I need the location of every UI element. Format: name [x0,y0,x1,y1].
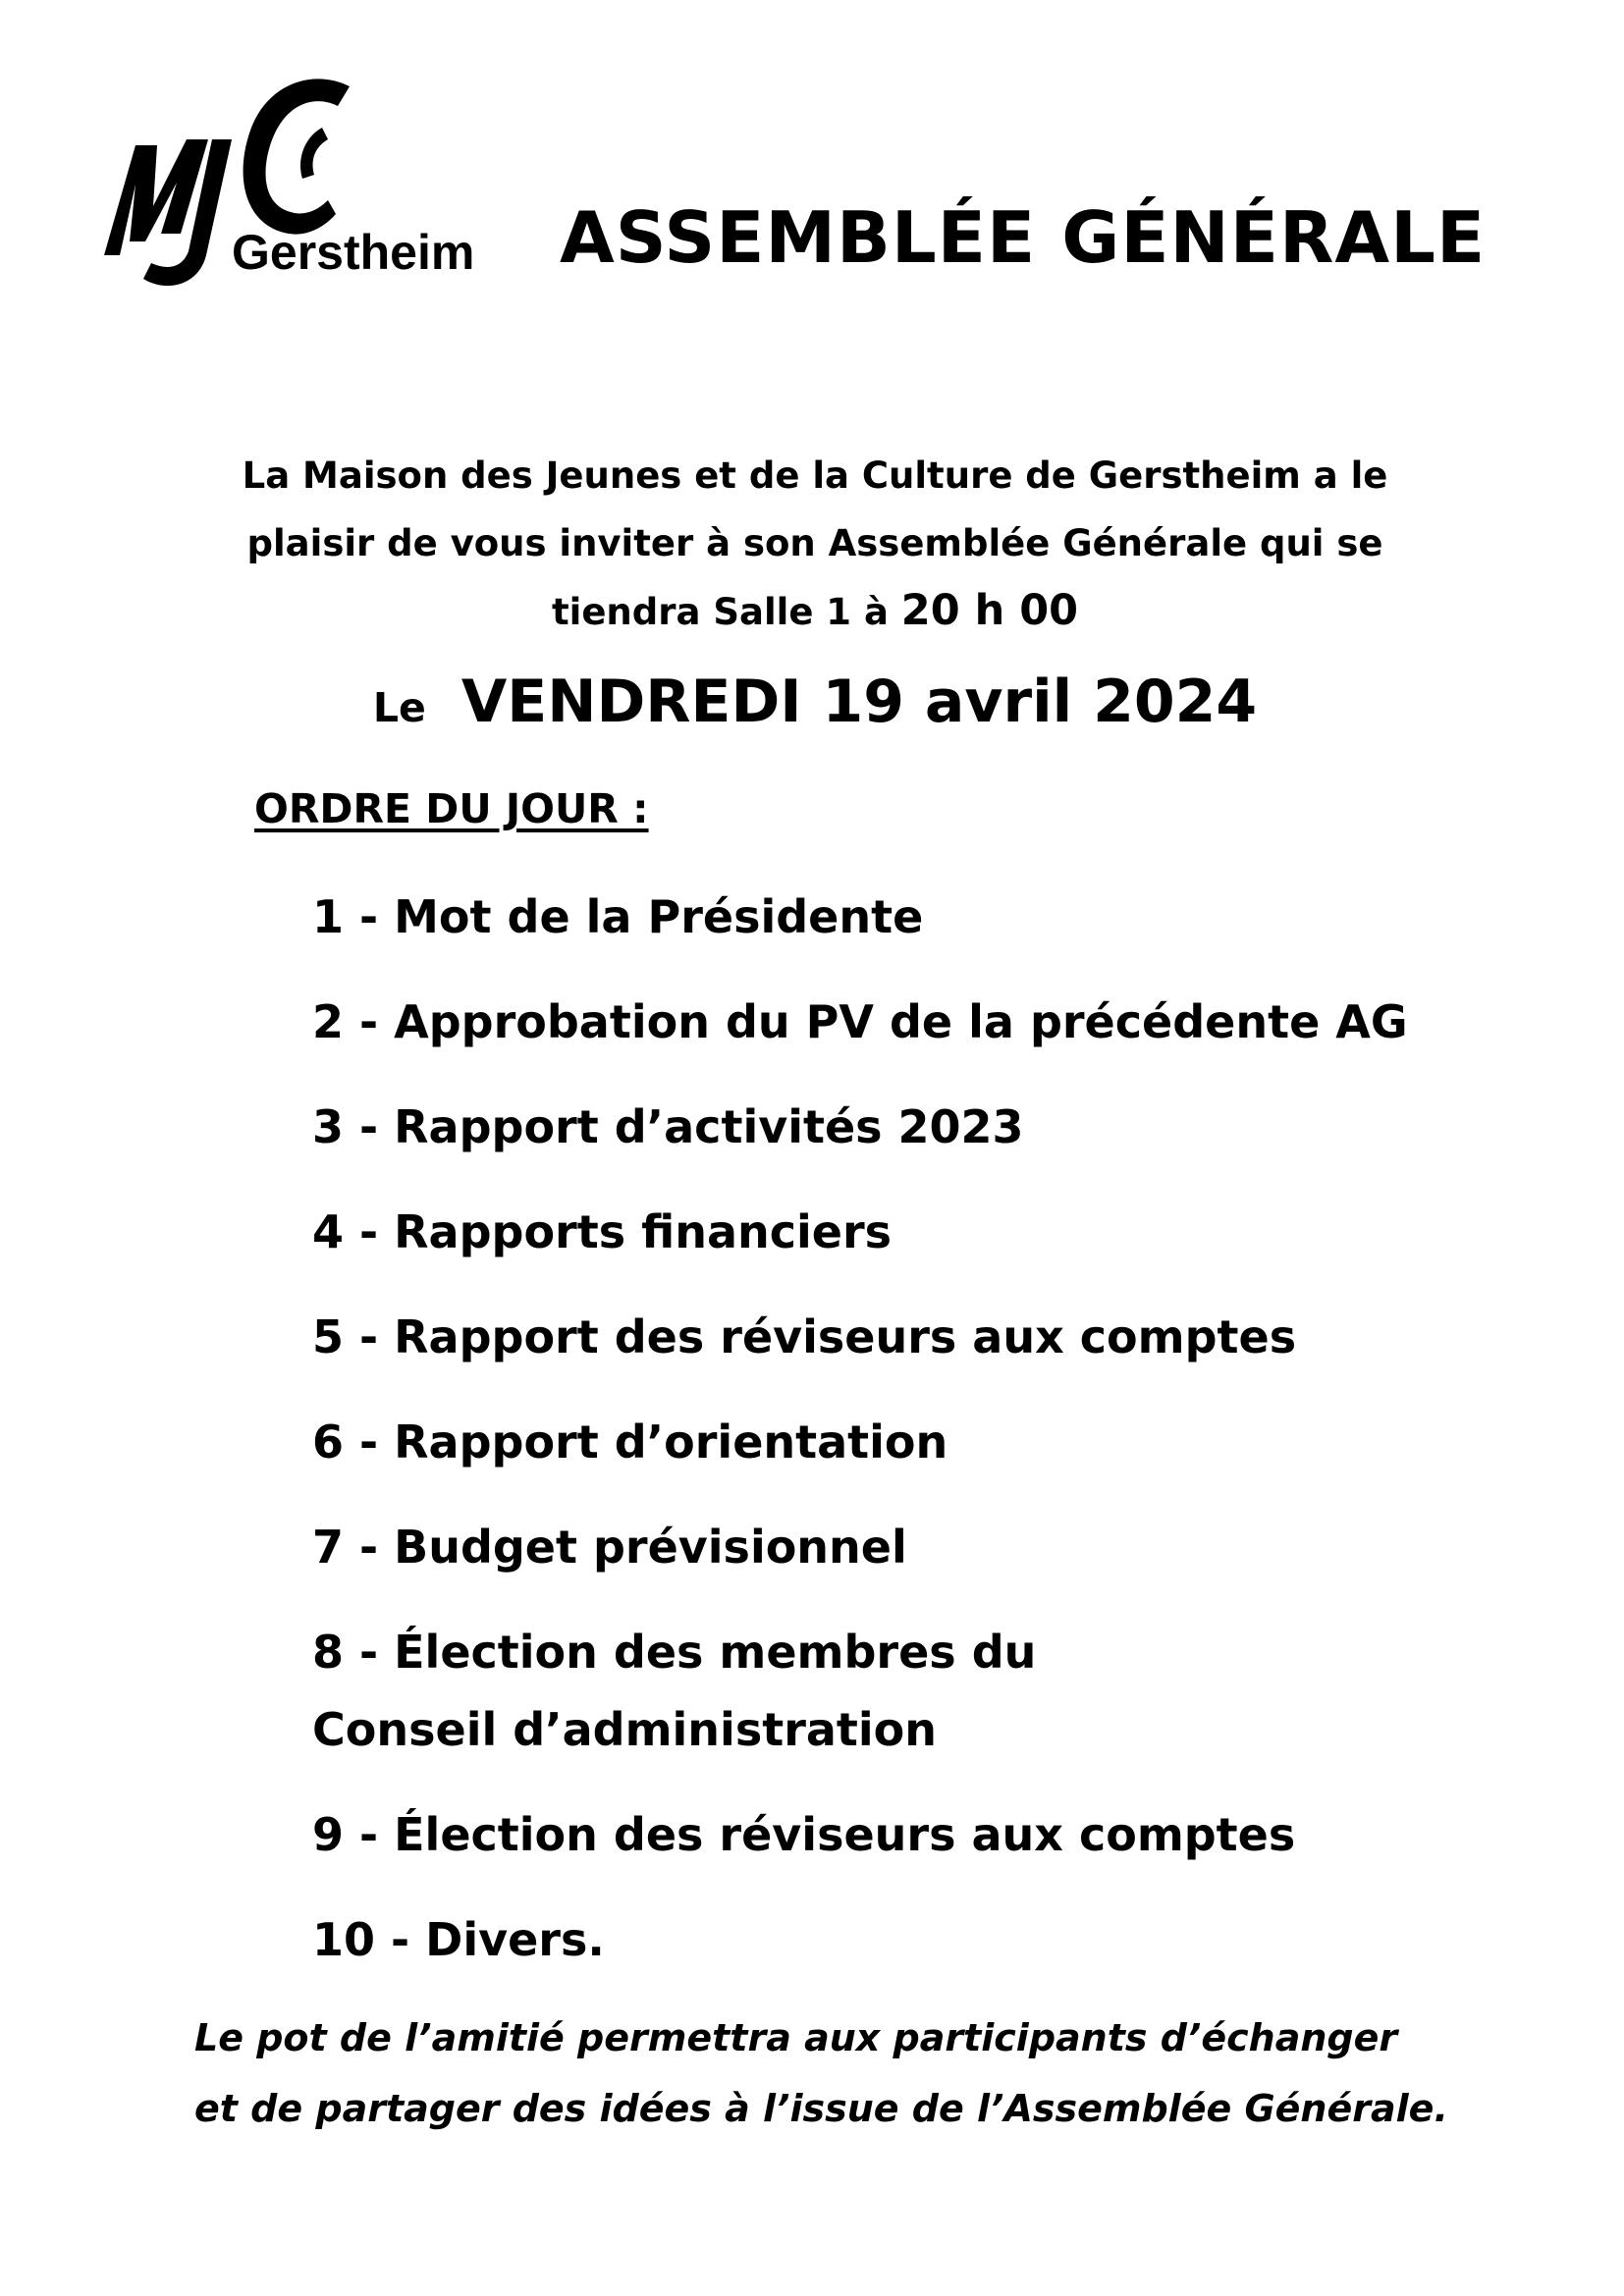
intro-paragraph [177,442,1453,646]
agenda-item: 7 - Budget prévisionnel [312,1521,907,1574]
closing-note [194,2002,1520,2144]
intro-line [177,577,1453,646]
agenda-item: 5 - Rapport des réviseurs aux comptes [312,1310,1297,1363]
agenda-item: 2 - Approbation du PV de la précédente AG [312,995,1408,1048]
closing-line: Le pot de l’amitié permettra aux participants d’échanger [194,2016,1398,2059]
agenda-item: 3 - Rapport d’activités 2023 [312,1100,1024,1153]
intro-time: 20 h 00 [900,586,1079,635]
event-date [177,667,1453,736]
intro-line: plaisir de vous inviter à son Assemblée Générale qui se [246,522,1383,564]
agenda-list [312,879,1490,2006]
agenda-item: 6 - Rapport d’orientation [312,1415,948,1468]
agenda-item: 4 - Rapports financiers [312,1205,893,1258]
agenda-item: 10 - Divers. [312,1913,605,1966]
date-prefix: Le [372,684,426,731]
mjc-logo [96,69,509,304]
agenda-item: 8 - Élection des membres du Conseil d’administration [312,1626,1037,1756]
page-title: ASSEMBLÉE GÉNÉRALE [560,196,1487,279]
intro-line: La Maison des Jeunes et de la Culture de Gerstheim a le [242,454,1388,497]
agenda-item: 9 - Élection des réviseurs aux comptes [312,1808,1296,1861]
agenda-heading: ORDRE DU JOUR : [254,785,649,832]
agenda-item: 1 - Mot de la Présidente [312,890,924,943]
date-main: VENDREDI 19 avril 2024 [460,667,1258,736]
closing-line: et de partager des idées à l’issue de l’Assemblée Générale. [194,2087,1448,2130]
logo-text: Gerstheim [232,225,475,280]
intro-location: tiendra Salle 1 à [551,591,901,633]
